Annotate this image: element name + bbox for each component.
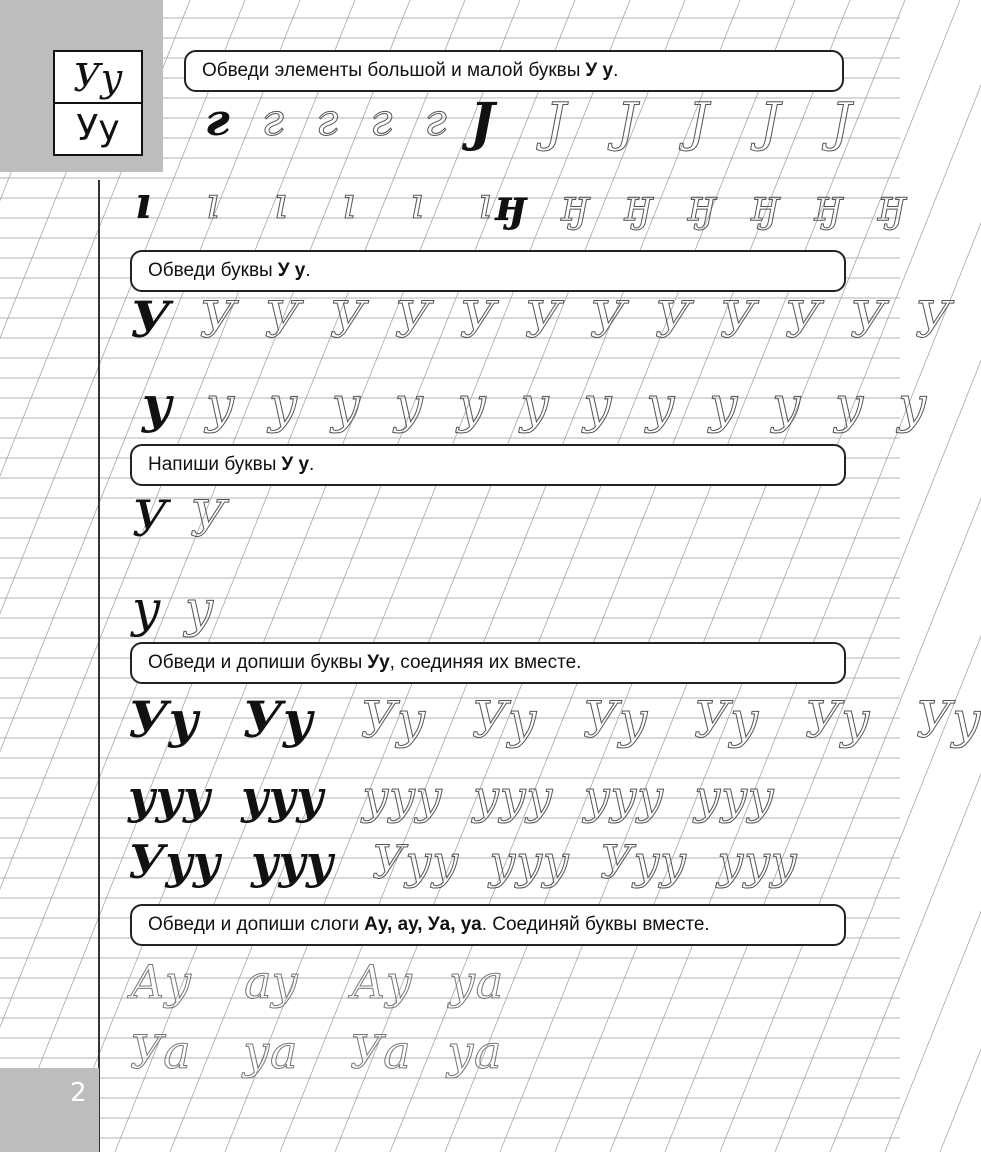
letter-trace: у — [897, 376, 927, 434]
instruction-banner-5 — [130, 904, 846, 946]
word-trace: ууу — [583, 770, 664, 824]
word-trace: ууу — [694, 770, 775, 824]
instruction-bold: У у — [277, 260, 306, 281]
syllable-trace: Уа — [350, 1025, 411, 1079]
element-trace: ӈ — [561, 180, 591, 231]
letter-trace: у — [331, 376, 361, 434]
instruction-bold: У у — [585, 60, 614, 81]
word-trace: ууу — [717, 835, 798, 889]
word-trace: Ууу — [372, 835, 459, 889]
letter-card — [53, 50, 143, 156]
letter-sample: У — [132, 490, 169, 548]
instruction-tail: , соединяя их вместе. — [389, 652, 582, 673]
instruction-banner-4 — [130, 642, 846, 684]
syllable-trace: Ау — [350, 955, 413, 1009]
instruction-banner-3 — [130, 444, 846, 486]
letter-trace: У — [784, 291, 822, 349]
letter-trace: У — [849, 291, 887, 349]
word-trace: ууу — [489, 835, 570, 889]
syllables-row-2 — [130, 1025, 501, 1079]
word-trace: Уу — [582, 691, 649, 749]
letter-trace: У — [190, 490, 227, 548]
word-sample: Уу — [242, 690, 313, 749]
write-upper-row — [132, 490, 226, 548]
element-trace: ӈ — [751, 180, 781, 231]
element-trace: ӈ — [814, 180, 844, 231]
element-trace: г — [370, 95, 393, 146]
instruction-text: Обведи и допиши буквы — [148, 652, 363, 673]
letter-trace: У — [199, 291, 236, 349]
connect-row-1 — [128, 690, 981, 749]
letter-trace: У — [459, 291, 496, 349]
instruction-text: Напиши буквы — [148, 454, 277, 475]
word-trace: ууу — [362, 770, 443, 824]
letter-trace: У — [915, 291, 952, 349]
element-trace: J — [759, 93, 781, 153]
letter-sample: У — [130, 290, 171, 349]
word-sample: ууу — [241, 770, 324, 824]
element-trace: ӈ — [624, 180, 654, 231]
slant-line — [555, 0, 981, 1152]
letter-trace: У — [654, 291, 691, 349]
letter-trace: У — [524, 291, 561, 349]
word-trace: Уу — [916, 691, 981, 749]
letter-card-script: Уу — [55, 52, 141, 104]
slant-line — [610, 0, 981, 1152]
element-trace: ӈ — [877, 180, 908, 231]
element-trace: ӈ — [687, 180, 718, 231]
letter-trace: у — [709, 376, 739, 434]
element-trace: г — [424, 95, 447, 146]
letter-trace: у — [394, 376, 424, 434]
instruction-bold: Уу — [367, 652, 390, 673]
slant-line — [0, 0, 25, 1152]
slant-line — [500, 0, 960, 1152]
word-sample: ууу — [128, 770, 211, 824]
letter-sample: у — [132, 580, 162, 638]
instruction-bold: У у — [281, 454, 310, 475]
word-trace: Уу — [804, 691, 871, 749]
slant-line — [445, 0, 908, 1152]
element-trace: г — [316, 95, 339, 146]
slant-line — [0, 0, 80, 1152]
letter-trace: у — [457, 376, 487, 434]
word-sample: ууу — [250, 835, 334, 889]
letter-trace: У — [719, 291, 756, 349]
slant-line — [830, 0, 981, 1152]
syllable-trace: ау — [244, 955, 299, 1009]
element-sample: г — [205, 95, 230, 146]
letter-trace: У — [329, 291, 366, 349]
letter-trace: у — [583, 376, 613, 434]
syllable-trace: уа — [447, 1025, 502, 1079]
element-sample: ӈ — [495, 180, 528, 231]
element-trace: ı — [273, 178, 288, 229]
instruction-text: Обведи буквы — [148, 260, 273, 281]
element-sample: ı — [135, 178, 152, 229]
connect-row-2 — [128, 770, 774, 824]
element-trace: J — [830, 93, 852, 153]
element-trace: J — [545, 93, 566, 153]
syllables-row-1 — [130, 955, 503, 1009]
word-trace: Уу — [360, 691, 426, 749]
instruction-tail: . — [309, 454, 315, 475]
word-sample: Уу — [128, 690, 199, 749]
instruction-tail: . Соединяй буквы вместе. — [481, 914, 710, 935]
slant-line — [665, 0, 981, 1152]
trace-upper-row — [130, 290, 951, 349]
letter-trace: У — [589, 291, 626, 349]
instruction-text: Обведи элементы большой и малой буквы — [202, 60, 581, 81]
letter-trace: у — [268, 376, 298, 434]
element-row-1b — [470, 92, 852, 153]
letter-trace: у — [205, 376, 235, 434]
letter-sample: у — [142, 375, 172, 434]
element-trace: ı — [409, 178, 425, 229]
letter-card-print: Уу — [76, 108, 120, 149]
letter-trace: у — [835, 376, 865, 434]
instruction-bold: Ау, ау, Уа, уа — [364, 914, 482, 935]
instruction-text: Обведи и допиши слоги — [148, 914, 360, 935]
element-trace: ı — [478, 178, 493, 229]
syllable-trace: Уа — [130, 1025, 191, 1079]
element-row-2b — [495, 180, 907, 231]
letter-trace: у — [184, 580, 214, 638]
word-trace: Ууу — [600, 835, 687, 889]
write-lower-row — [132, 580, 214, 638]
syllable-trace: уа — [449, 955, 504, 1009]
instruction-tail: . — [613, 60, 619, 81]
word-trace: Уу — [693, 691, 760, 749]
element-trace: ı — [341, 178, 356, 229]
trace-lower-row — [142, 375, 927, 434]
slant-line — [0, 0, 135, 1152]
element-row-1a — [205, 95, 447, 146]
syllable-trace: Ау — [130, 955, 192, 1009]
word-trace: Уу — [471, 691, 537, 749]
instruction-banner-2 — [130, 250, 846, 292]
slant-line — [720, 0, 981, 1152]
element-sample: J — [470, 92, 495, 153]
letter-trace: у — [646, 376, 676, 434]
element-trace: J — [616, 93, 638, 153]
element-trace: J — [687, 93, 709, 153]
syllable-trace: уа — [243, 1025, 298, 1079]
word-sample: Ууу — [128, 835, 221, 889]
margin-line — [98, 180, 100, 1152]
letter-trace: У — [394, 291, 431, 349]
element-row-2a — [135, 178, 492, 229]
connect-row-3 — [128, 835, 797, 889]
letter-trace: у — [772, 376, 802, 434]
word-trace: ууу — [473, 770, 554, 824]
element-trace: ı — [205, 178, 220, 229]
instruction-banner-1 — [184, 50, 844, 92]
page-number: 2 — [70, 1078, 87, 1108]
letter-trace: У — [264, 291, 301, 349]
letter-trace: у — [520, 376, 550, 434]
instruction-tail: . — [305, 260, 311, 281]
element-trace: г — [261, 95, 284, 146]
